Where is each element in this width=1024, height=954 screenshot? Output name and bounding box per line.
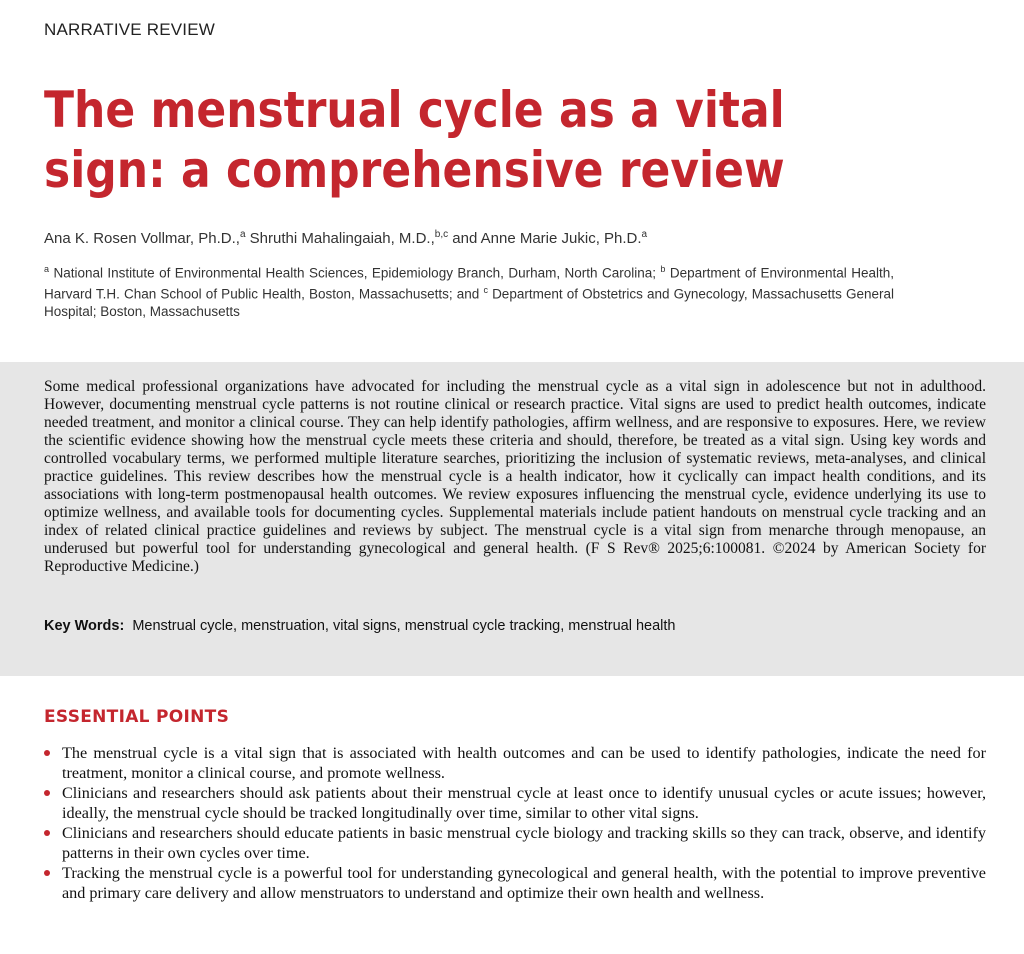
author-affiliation-mark: a [239,229,246,240]
article-title: The menstrual cycle as a vital sign: a comprehensive review [44,81,785,199]
bullet-icon [44,750,50,756]
affiliation-mark: a [44,264,50,274]
affiliation-mark: c [483,285,488,295]
list-item [44,783,986,823]
abstract-text: Some medical professional organizations have advocated for including the menstrual cycle as a vital sign in adolescence but not in adulthood. However, documenting menstrual cycle patterns is not routine clinical or research practice. Vital signs are used to predict health outcomes, indicate needed treatment, and monitor a clinical course. They can help identify pathologies, affirm wellness, and are responsive to exposures. Here, we review the scientific evidence showing how the menstrual cycle meets these criteria and should, therefore, be treated as a vital sign. Using key words and controlled vocabulary terms, we performed multiple literature searches, prioritizing the inclusion of systematic reviews, meta-analyses, and clinical practice guidelines. This review describes how the menstrual cycle is a health indicator, how it cyclically can impact health conditions, and its associations with long-term postmenopausal health outcomes. We review exposures influencing the menstrual cycle, evidence underlying its use to optimize wellness, and available tools for documenting cycles. Supplemental materials include patient handouts on menstrual cycle tracking and an index of related clinical practice guidelines and reviews by subject. The menstrual cycle is a vital sign from menarche through menopause, an underused but powerful tool for understanding gynecological and general health. (F S Rev® 2025;6:100081. ©2024 by American Society for Reproductive Medicine.) [44,378,986,575]
essential-points-list [44,743,986,903]
affiliation-mark: b [660,264,666,274]
author-name: Shruthi Mahalingaiah, M.D., [249,230,435,247]
section-label: NARRATIVE REVIEW [44,20,216,39]
list-item-text: The menstrual cycle is a vital sign that is associated with health outcomes and can be used to identify pathologies, indicate the need for treatment, monitor a clinical course, and promote wellness. [62,744,986,782]
list-item [44,743,986,783]
affiliations [44,261,894,321]
author-affiliation-mark: a [641,229,648,240]
keywords-label: Key Words: [44,618,125,634]
bullet-icon [44,830,50,836]
author-name: and Anne Marie Jukic, Ph.D. [452,230,642,247]
affiliation-text: National Institute of Environmental Health Sciences, Epidemiology Branch, Durham, North Carolina; [53,265,656,281]
list-item-text: Tracking the menstrual cycle is a powerful tool for understanding gynecological and general health, with the potential to improve preventive and primary care delivery and allow menstruators to understand and optimize their own health and wellness. [62,864,986,902]
abstract-box [0,362,1024,676]
author-line [44,229,647,247]
bullet-icon [44,870,50,876]
bullet-icon [44,790,50,796]
author-name: Ana K. Rosen Vollmar, Ph.D., [44,230,240,247]
list-item-text: Clinicians and researchers should ask patients about their menstrual cycle at least once to identify unusual cycles or acute issues; however, ideally, the menstrual cycle should be tracked longitudinally over time, similar to other vital signs. [62,784,986,822]
affiliation-text: Department of Environmental Health, Harvard T.H. Chan School of Public Health, Boston, Massachusetts; and [44,265,894,302]
affiliation-text: Department of Obstetrics and Gynecology, Massachusetts General Hospital; Boston, Massachusetts [44,286,894,319]
keywords-list: Menstrual cycle, menstruation, vital signs, menstrual cycle tracking, menstrual health [132,618,676,634]
essential-points-heading: ESSENTIAL POINTS [44,707,230,727]
keywords-line [44,618,675,634]
list-item-text: Clinicians and researchers should educate patients in basic menstrual cycle biology and tracking skills so they can track, observe, and identify patterns in their own cycles over time. [62,824,986,862]
author-affiliation-mark: b,c [434,229,449,240]
list-item [44,823,986,863]
list-item [44,863,986,903]
